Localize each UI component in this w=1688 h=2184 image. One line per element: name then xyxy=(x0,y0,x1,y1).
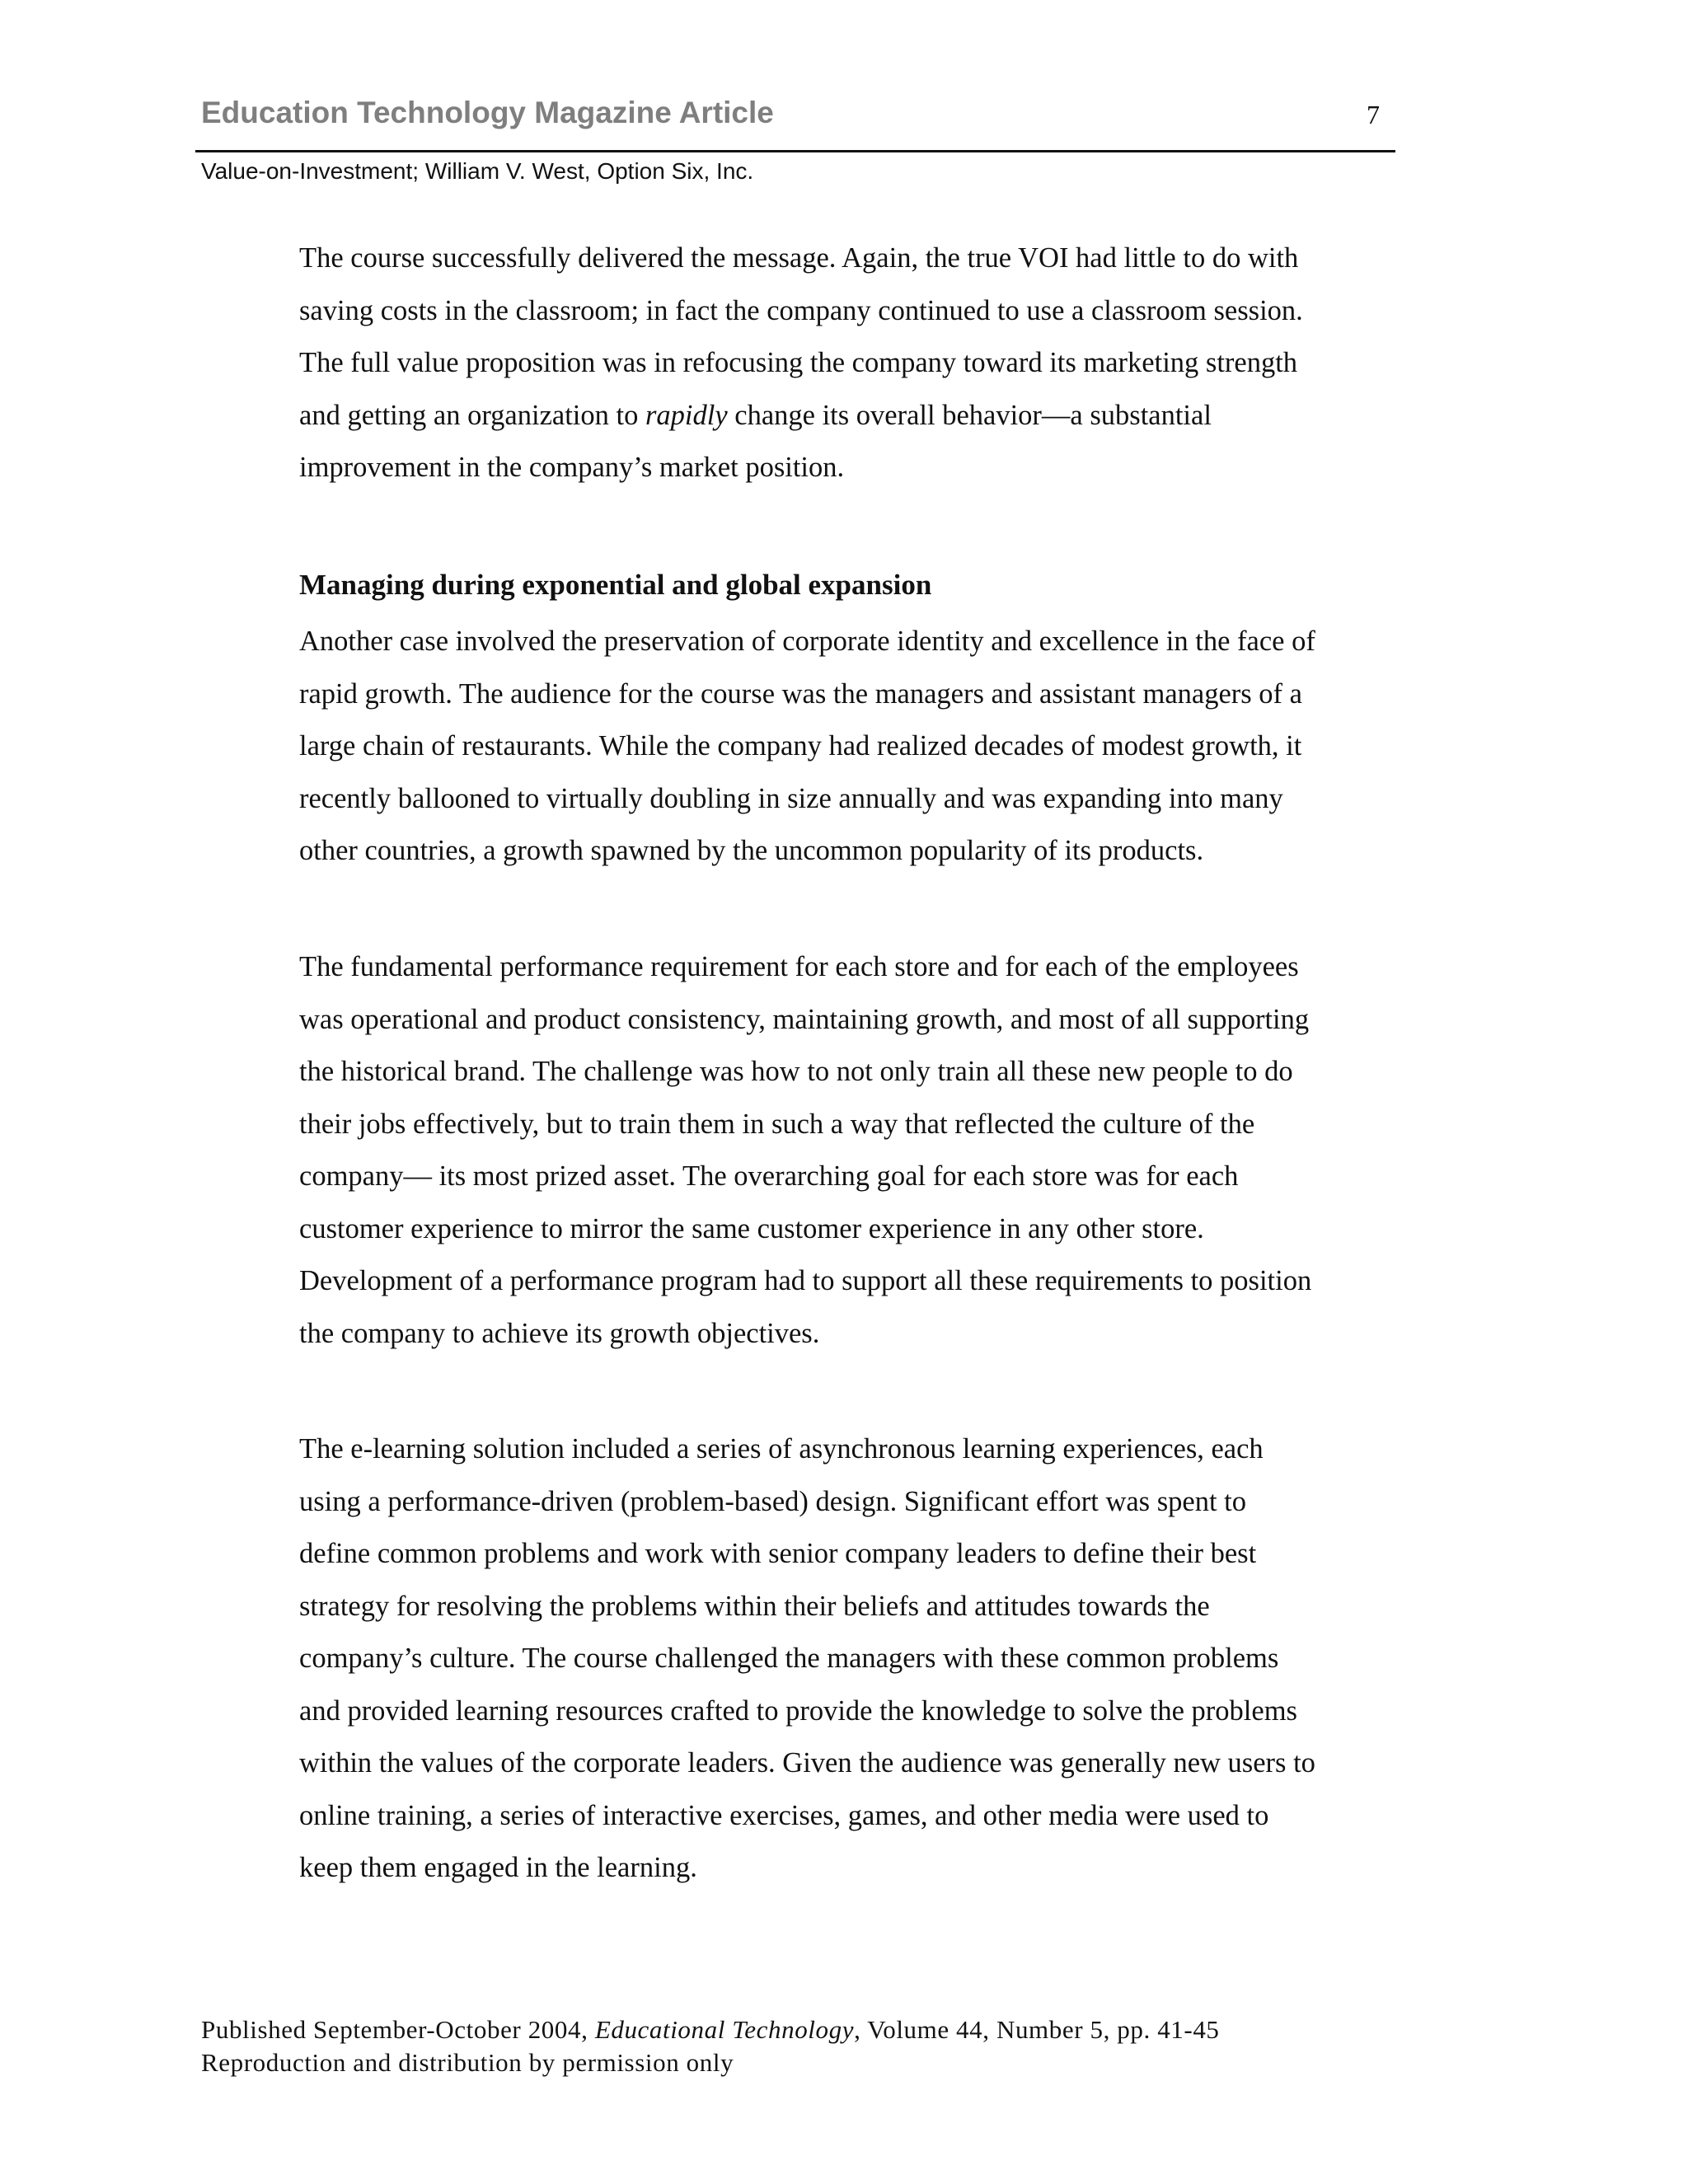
section-heading: Managing during exponential and global expansion xyxy=(299,569,932,601)
paragraph-line: strategy for resolving the problems within their beliefs and attitudes towards the xyxy=(299,1590,1210,1622)
paragraph-line: and provided learning resources crafted to provide the knowledge to solve the problems xyxy=(299,1694,1297,1727)
paragraph-line: company’s culture. The course challenged the managers with these common problems xyxy=(299,1643,1279,1674)
header-divider xyxy=(195,150,1395,152)
paragraph-line: Development of a performance program had to support all these requirements to position xyxy=(299,1265,1312,1296)
paragraph-line: The fundamental performance requirement for each store and for each of the employees xyxy=(299,951,1299,982)
paragraph-line: recently ballooned to virtually doubling in size annually and was expanding into many xyxy=(299,782,1283,814)
paragraph-line: was operational and product consistency, maintaining growth, and most of all supporting xyxy=(299,1003,1310,1035)
paragraph-1 xyxy=(299,232,1400,494)
paragraph-3 xyxy=(299,941,1400,1360)
footer-text: Published September-October 2004, xyxy=(201,2015,595,2044)
paragraph-line: customer experience to mirror the same customer experience in any other store. xyxy=(299,1212,1204,1244)
paragraph-4 xyxy=(299,1423,1400,1895)
page-number: 7 xyxy=(1367,100,1380,129)
paragraph-line: improvement in the company’s market position. xyxy=(299,452,845,483)
line-text: change its overall behavior—a substantial xyxy=(727,399,1212,431)
paragraph-line: the company to achieve its growth objectives. xyxy=(299,1317,820,1349)
paragraph-line: saving costs in the classroom; in fact the company continued to use a classroom session. xyxy=(299,294,1303,326)
paragraph-line: large chain of restaurants. While the company had realized decades of modest growth, it xyxy=(299,730,1302,762)
paragraph-line: keep them engaged in the learning. xyxy=(299,1852,697,1883)
permission-notice: Reproduction and distribution by permission only xyxy=(201,2048,734,2077)
paragraph-line: other countries, a growth spawned by the uncommon popularity of its products. xyxy=(299,835,1204,866)
emphasized-word: rapidly xyxy=(645,399,728,431)
paragraph-line: The full value proposition was in refocusing the company toward its marketing strength xyxy=(299,347,1298,378)
paragraph-line: using a performance-driven (problem-based) design. Significant effort was spent to xyxy=(299,1485,1247,1517)
publication-info xyxy=(201,2015,1220,2045)
header-title: Education Technology Magazine Article xyxy=(201,96,774,129)
paragraph-line: The course successfully delivered the message. Again, the true VOI had little to do with xyxy=(299,242,1299,274)
footer-text: , Volume 44, Number 5, pp. 41-45 xyxy=(854,2015,1220,2044)
line-text: and getting an organization to xyxy=(299,399,645,431)
paragraph-line: the historical brand. The challenge was how to not only train all these new people to do xyxy=(299,1056,1293,1087)
paragraph-2 xyxy=(299,616,1400,878)
paragraph-line: The e-learning solution included a series of asynchronous learning experiences, each xyxy=(299,1433,1264,1465)
paragraph-line: company— its most prized asset. The overarching goal for each store was for each xyxy=(299,1160,1239,1192)
paragraph-line xyxy=(299,390,1400,443)
paragraph-line: rapid growth. The audience for the course was the managers and assistant managers of a xyxy=(299,677,1302,710)
header-subtitle: Value-on-Investment; William V. West, Option Six, Inc. xyxy=(201,158,754,184)
journal-title: Educational Technology xyxy=(594,2015,855,2044)
paragraph-line: their jobs effectively, but to train them in such a way that reflected the culture of the xyxy=(299,1108,1255,1140)
paragraph-line: define common problems and work with senior company leaders to define their best xyxy=(299,1538,1257,1569)
paragraph-line: within the values of the corporate leaders. Given the audience was generally new users to xyxy=(299,1747,1315,1779)
paragraph-line: Another case involved the preservation of corporate identity and excellence in the face of xyxy=(299,626,1315,657)
paragraph-line: online training, a series of interactive exercises, games, and other media were used to xyxy=(299,1799,1269,1831)
